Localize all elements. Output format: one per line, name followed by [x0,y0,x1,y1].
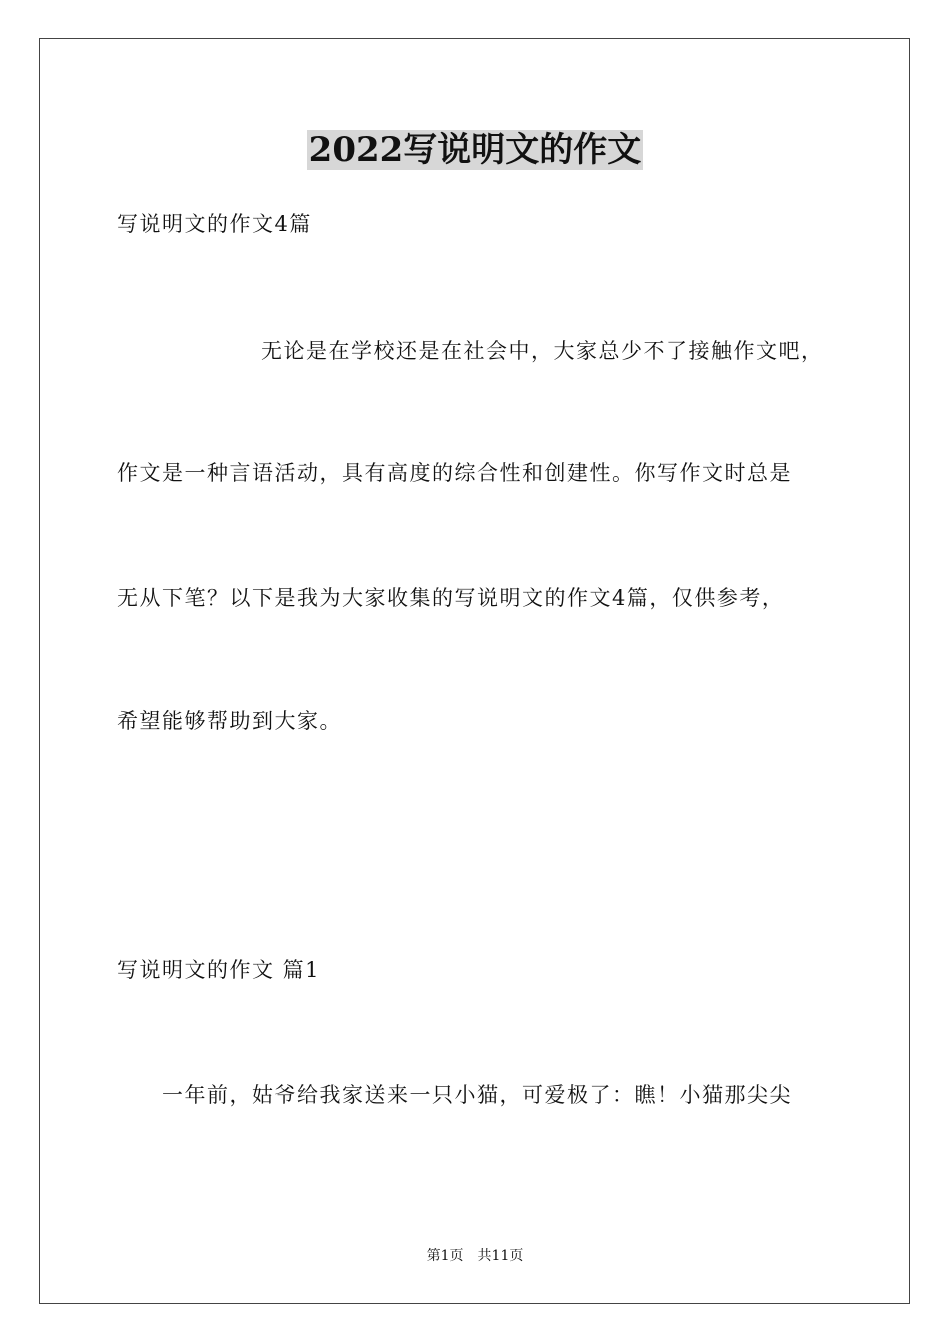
document-subtitle: 写说明文的作文4篇 [117,212,312,236]
section-heading: 写说明文的作文 篇1 [117,958,321,982]
intro-line-1: 无论是在学校还是在社会中，大家总少不了接触作文吧， [261,339,824,363]
document-title [0,128,950,172]
section-first-line: 一年前，姑爷给我家送来一只小猫，可爱极了：瞧！小猫那尖尖 [162,1083,792,1107]
intro-line-3: 无从下笔？以下是我为大家收集的写说明文的作文4篇，仅供参考， [117,586,785,610]
page-total: 共11页 [477,1248,524,1264]
page-footer [0,1246,950,1266]
document-title-text: 2022写说明文的作文 [308,130,642,170]
page-number: 第1页 [426,1248,464,1264]
intro-line-2: 作文是一种言语活动，具有高度的综合性和创建性。你写作文时总是 [117,461,792,485]
intro-line-4: 希望能够帮助到大家。 [117,709,342,733]
